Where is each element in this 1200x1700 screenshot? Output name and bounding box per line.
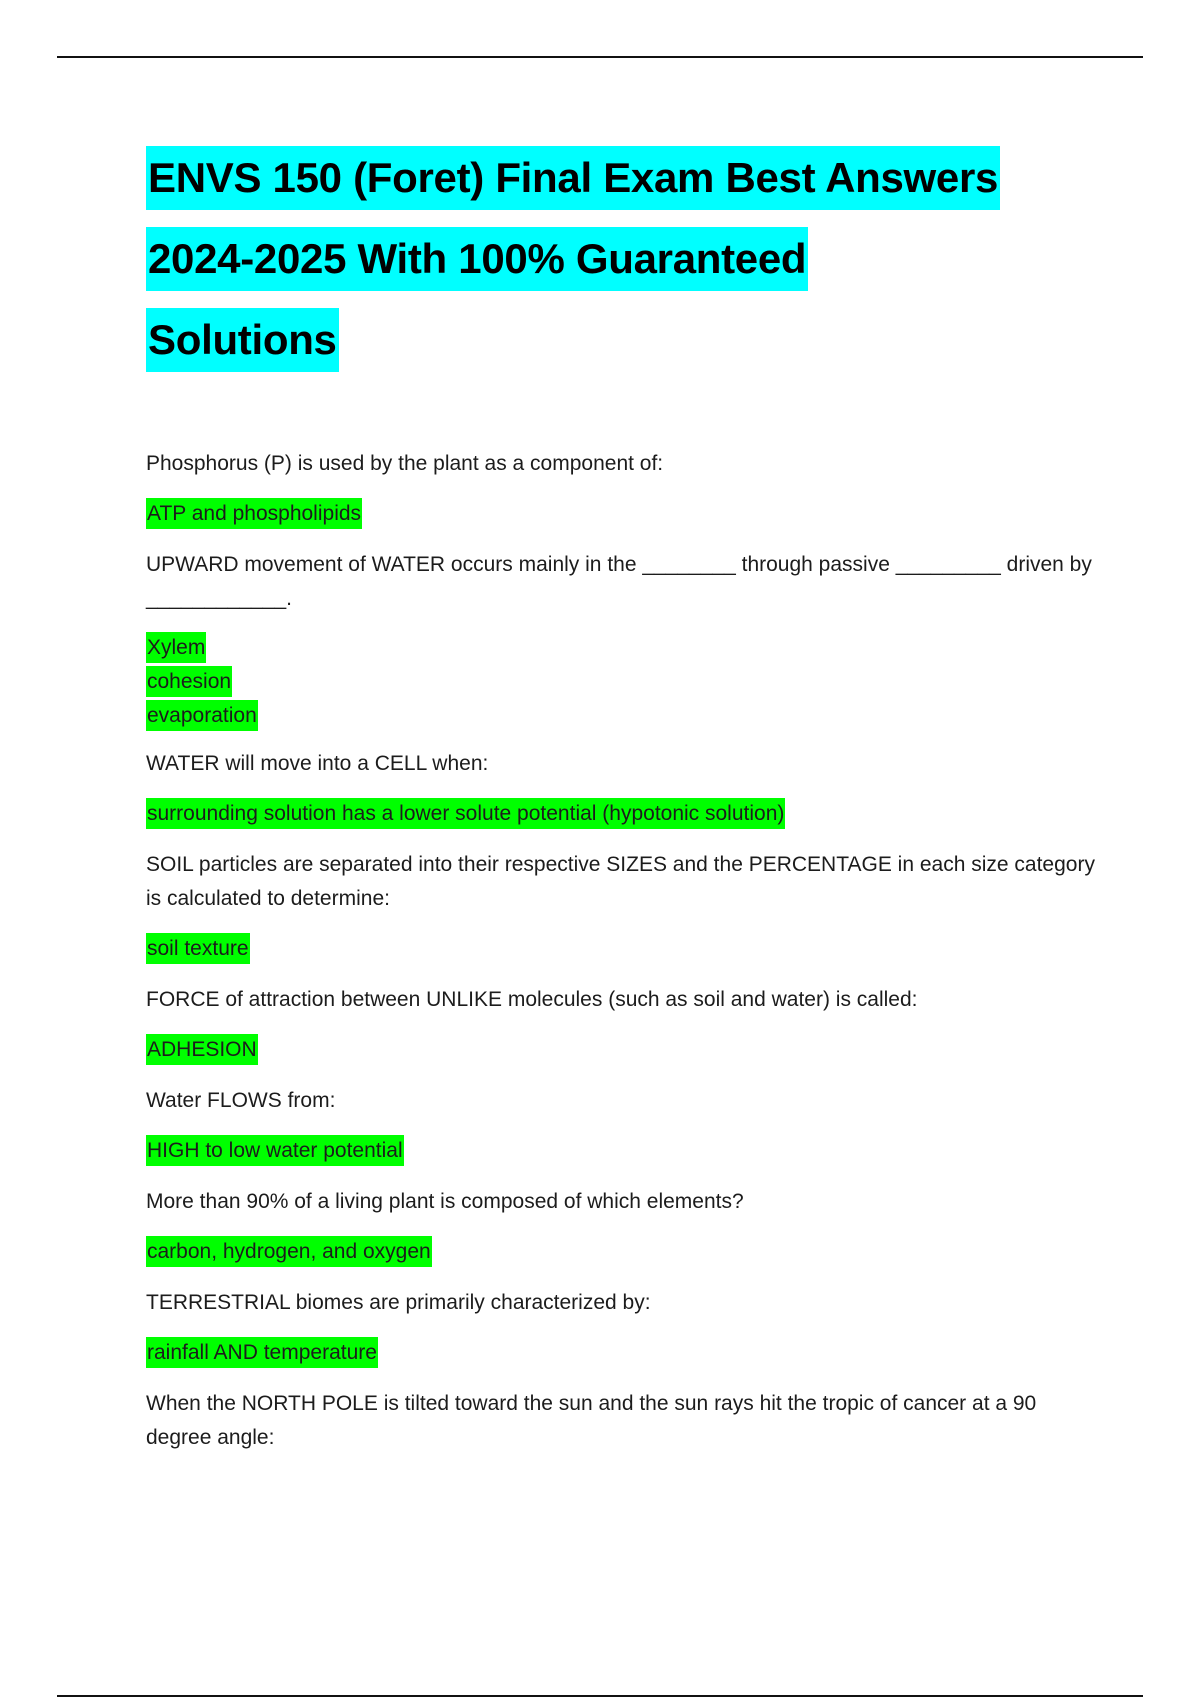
question: TERRESTRIAL biomes are primarily characterized by: (146, 1291, 651, 1314)
question: Water FLOWS from: (146, 1089, 336, 1112)
question: More than 90% of a living plant is composed of which elements? (146, 1190, 744, 1213)
answer-highlight: ATP and phospholipids (146, 498, 362, 529)
document-title (146, 140, 1106, 383)
answer (146, 1235, 1106, 1270)
answer (146, 1336, 1106, 1371)
question: SOIL particles are separated into their respective SIZES and the PERCENTAGE in each size category is calculated to determine: (146, 853, 1095, 910)
top-rule (57, 56, 1143, 58)
title-line: ENVS 150 (Foret) Final Exam Best Answers (146, 146, 1000, 210)
answer-highlight: soil texture (146, 933, 250, 964)
question: FORCE of attraction between UNLIKE molecules (such as soil and water) is called: (146, 988, 918, 1011)
answer (146, 797, 1106, 832)
answer (146, 1134, 1106, 1169)
answer-highlight: evaporation (146, 700, 258, 731)
answer (146, 932, 1106, 967)
question: UPWARD movement of WATER occurs mainly in the ________ through passive _________ driven by ____________. (146, 553, 1092, 610)
answer (146, 497, 1106, 532)
answer-highlight: HIGH to low water potential (146, 1135, 404, 1166)
question: Phosphorus (P) is used by the plant as a component of: (146, 452, 664, 475)
answer-highlight: surrounding solution has a lower solute potential (hypotonic solution) (146, 798, 785, 829)
question: When the NORTH POLE is tilted toward the sun and the sun rays hit the tropic of cancer at a 90 degree angle: (146, 1392, 1037, 1449)
bottom-rule (57, 1695, 1143, 1697)
answer (146, 632, 1106, 731)
document-body (146, 140, 1106, 1471)
answer-highlight: carbon, hydrogen, and oxygen (146, 1236, 432, 1267)
answer (146, 1033, 1106, 1068)
title-line: Solutions (146, 308, 339, 372)
answer-highlight: ADHESION (146, 1034, 258, 1065)
qa-list (146, 447, 1106, 1455)
title-line: 2024-2025 With 100% Guaranteed (146, 227, 808, 291)
answer-highlight: cohesion (146, 666, 232, 697)
answer-highlight: Xylem (146, 632, 206, 663)
answer-highlight: rainfall AND temperature (146, 1337, 378, 1368)
question: WATER will move into a CELL when: (146, 752, 489, 775)
